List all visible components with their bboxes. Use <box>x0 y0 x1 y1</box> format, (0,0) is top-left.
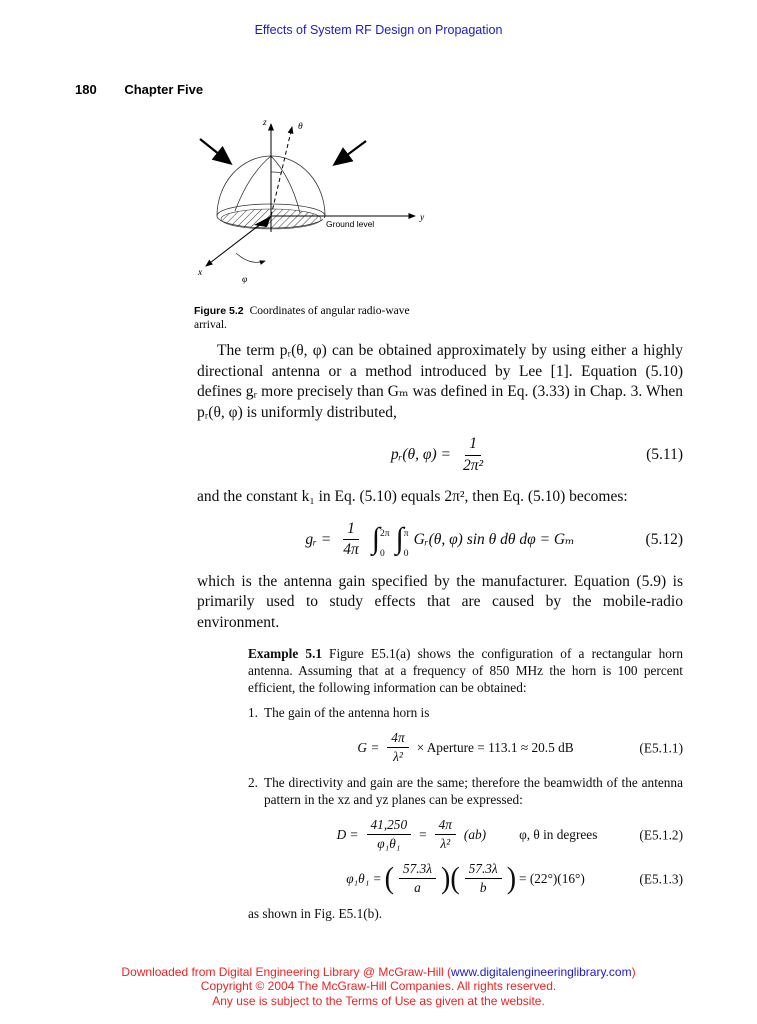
axis-label-y: y <box>420 213 425 223</box>
list-item-2-text: The directivity and gain are the same; therefore the beamwidth of the antenna pattern in the xz and yz planes can be expressed: <box>264 775 683 808</box>
eqE512-note: φ, θ in degrees <box>519 827 598 843</box>
eqE513-number: (E5.1.3) <box>639 871 683 887</box>
footer-line-1: Downloaded from Digital Engineering Library @ McGraw-Hill (www.digitalengineeringlibrary.com) <box>121 964 636 979</box>
folio <box>75 82 203 97</box>
eq512-integrand: Gᵣ(θ, φ) sin θ dθ dφ = Gₘ <box>413 530 575 548</box>
axis-label-phi: φ <box>242 275 248 285</box>
equation-5-11 <box>197 435 683 475</box>
footer-line-2: Copyright © 2004 The McGraw-Hill Companies. All rights reserved. <box>200 979 557 993</box>
running-header: Effects of System RF Design on Propagation <box>254 23 503 37</box>
equation-5-12 <box>197 520 683 560</box>
figure-block <box>194 114 434 332</box>
incoming-wave-arrow-right <box>335 141 366 164</box>
example-list-item-1 <box>248 704 683 721</box>
page-number: 180 <box>75 82 97 97</box>
example-closing: as shown in Fig. E5.1(b). <box>248 906 383 922</box>
axis-label-z: z <box>263 118 267 128</box>
eqE513-rparen-1: ) <box>441 861 451 896</box>
eqE513-lparen-2: ( <box>450 861 460 896</box>
eqE512-number: (E5.1.2) <box>639 827 683 843</box>
phi-angle <box>236 253 265 285</box>
eqE511-lhs: G = <box>357 740 380 756</box>
eq512-lhs: gᵣ = <box>305 530 332 548</box>
list-item-1-text: The gain of the antenna horn is <box>264 705 430 721</box>
figure-5-2-diagram <box>194 114 430 294</box>
eqE513-rparen-2: ) <box>506 861 517 896</box>
incoming-wave-arrows <box>200 139 366 164</box>
paragraph-3: which is the antenna gain specified by the manufacturer. Equation (5.9) is primarily used to study effects that are caused by the mobile-radio environment. <box>197 572 683 631</box>
example-intro-text: Figure E5.1(a) shows the configuration of a rectangular horn antenna. Assuming that at a frequency of 850 MHz the horn is 100 percent efficient, the following information can be obtained: <box>248 646 683 696</box>
theta-direction <box>271 122 303 216</box>
eqE513-lhs: φ₁θ₁ = <box>346 871 382 887</box>
eqE511-fraction: $\frac{4\pi}{\text{λ²}}$ <box>387 730 408 765</box>
library-stamp-footer <box>0 965 757 1009</box>
library-url-link[interactable]: www.digitalengineeringlibrary.com <box>451 964 632 979</box>
eqE511-number: (E5.1.1) <box>639 740 683 756</box>
eq511-fraction: $\frac{1}{\text{2π²}}$ <box>463 435 484 474</box>
eqE513-fraction-2: $\frac{57.3\lambda}{b}$ <box>465 861 502 896</box>
eq511-lhs: pᵣ(θ, φ) = <box>390 445 451 463</box>
eqE513-fraction-1: $\frac{57.3\lambda}{a}$ <box>399 861 436 896</box>
footer-line-3: Any use is subject to the Terms of Use as given at the website. <box>212 993 545 1008</box>
axis-label-x: x <box>198 268 203 278</box>
example-5-1 <box>248 645 683 922</box>
list-item-2-number: 2. <box>248 775 258 791</box>
eqE512-fraction-1: $\frac{41,250}{\text{φ₁θ₁}}$ <box>367 817 412 852</box>
list-item-1-number: 1. <box>248 705 258 721</box>
eq511-number: (5.11) <box>646 445 683 463</box>
eq512-number: (5.12) <box>645 530 683 548</box>
paragraph-2: and the constant k₁ in Eq. (5.10) equals 2π², then Eq. (5.10) becomes: <box>197 488 628 506</box>
eqE512-fraction-2: $\frac{4\pi}{\text{λ²}}$ <box>435 817 456 852</box>
eqE512-rhs: (ab) <box>463 827 487 843</box>
equation-E5-1-3 <box>248 861 683 896</box>
example-intro <box>248 645 683 696</box>
eqE513-rhs: = (22°)(16°) <box>519 871 585 887</box>
eqE511-rhs: × Aperture = 113.1 ≈ 20.5 dB <box>416 740 574 756</box>
equation-E5-1-2 <box>248 817 683 852</box>
chapter-title: Chapter Five <box>124 82 204 97</box>
eqE512-lhs: D = <box>336 827 359 843</box>
ground-level-label: Ground level <box>326 219 375 229</box>
example-label: Example 5.1 <box>248 646 323 662</box>
eqE512-equals: = <box>419 827 427 843</box>
eq512-integral-outer: ∫ 2π 0 <box>371 521 390 560</box>
axis-label-theta: θ <box>298 122 303 132</box>
eq512-fraction: $\frac{1}{4\pi}$ <box>343 519 359 559</box>
eqE513-lparen-1: ( <box>384 861 394 896</box>
eq512-integral-inner: ∫ π 0 <box>395 521 409 560</box>
body-column <box>197 341 683 922</box>
paragraph-1: The term pᵣ(θ, φ) can be obtained approximately by using either a highly directional antenna or a method introduced by Lee [1]. Equation (5.10) defines gᵣ more precisely than Gₘ was defined in Eq. (3.33) in Chap. 3. When pᵣ(θ, φ) is uniformly distributed, <box>197 342 683 421</box>
equation-E5-1-1 <box>248 730 683 765</box>
incoming-wave-arrow-left <box>200 139 230 163</box>
figure-caption <box>194 304 424 332</box>
figure-caption-label: Figure 5.2 <box>194 305 244 317</box>
figure-caption-text: Coordinates of angular radio-wave arrival. <box>194 305 410 331</box>
example-list-item-2 <box>248 774 683 808</box>
